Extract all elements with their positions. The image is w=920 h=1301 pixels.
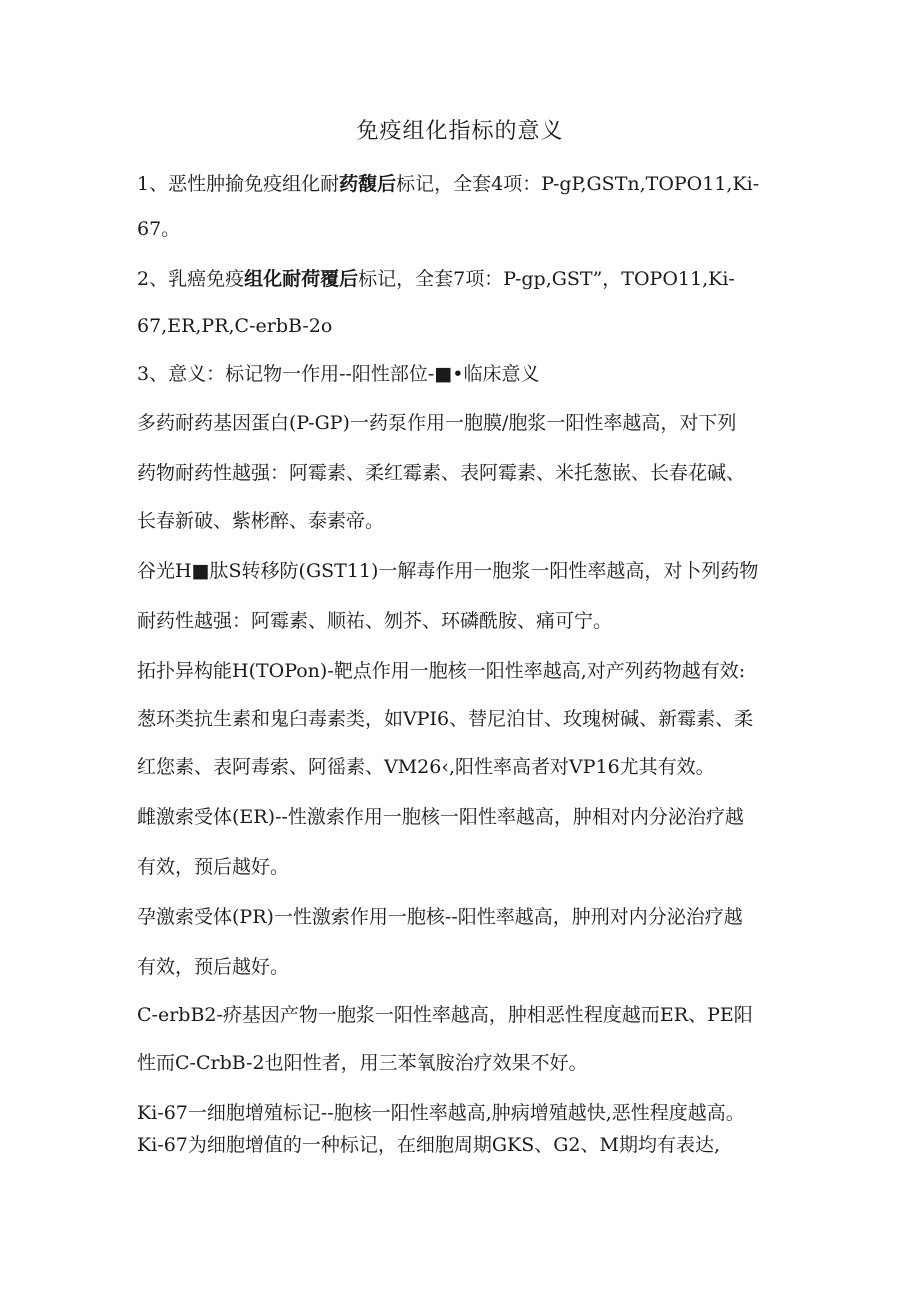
er-line-1: 雌激索受体(ER)--性激索作用一胞核一阳性率越高，肿相对内分泌治疗越 <box>137 806 744 828</box>
topo-line-1: 拓扑异构能H(TOPon)-靶点作用一胞核一阳性率越高,对产列药物越有效: <box>137 660 746 682</box>
item-3-line: 3、意义：标记物一作用--阳性部位-■•临床意义 <box>137 363 540 385</box>
pgp-line-1: 多药耐药基因蛋白(P-GP)一药泵作用一胞膜/胞浆一阳性率越高，对下列 <box>137 412 737 434</box>
gst-line-2: 耐药性越强：阿霉素、顺祐、刎芥、环磷酰胺、痛可宁。 <box>137 610 613 632</box>
item-2-suffix: 标记，全套7项：P-gp,GST”，TOPO11,Ki- <box>358 268 735 290</box>
pr-line-2: 有效，预后越好。 <box>137 956 290 978</box>
pgp-line-3: 长春新破、紫彬醉、泰素帝。 <box>137 510 385 532</box>
topo-line-2: 葱环类抗生素和鬼臼毒素类，如VPI6、替尼泊甘、玫瑰树碱、新霉素、柔 <box>137 708 754 730</box>
item-1-bold: 药馥后 <box>339 173 397 195</box>
ki67-line-2: Ki-67为细胞增值的一种标记，在细胞周期GKS、G2、M期均有表达, <box>137 1134 721 1156</box>
gst-line-1: 谷光H■肽S转移防(GST11)一解毒作用一胞浆一阳性率越高，对卜列药物 <box>137 560 759 582</box>
cerb-line-2: 性而C-CrbB-2也阳性者，用三苯氧胺治疗效果不好。 <box>137 1052 588 1074</box>
topo-line-3: 红您素、表阿毒索、阿徭素、VM26‹,阳性率高者对VP16尤其有效。 <box>137 756 715 778</box>
item-2-bold: 组化耐荷覆后 <box>244 268 359 290</box>
pgp-line-2: 药物耐药性越强：阿霉素、柔红霉素、表阿霉素、米托葱嵌、长春花碱、 <box>137 462 746 484</box>
pr-line-1: 孕激索受体(PR)一性激索作用一胞核--阳性率越高，肿刑对内分泌治疗越 <box>137 906 743 928</box>
item-1-line-1 <box>137 170 787 198</box>
item-2-line-2: 67,ER,PR,C-erbB-2o <box>137 315 333 337</box>
document-title: 免疫组化指标的意义 <box>356 119 564 144</box>
item-2-line-1 <box>137 265 787 293</box>
item-1-prefix: 1、恶性肿揄免疫组化耐 <box>137 173 340 195</box>
cerb-line-1: C-erbB2-疥基因产物一胞浆一阳性率越高，肿相恶性程度越而ER、PE阳 <box>137 1004 753 1026</box>
item-2-prefix: 2、乳癌免疫 <box>137 268 245 290</box>
item-1-line-2: 67。 <box>137 218 181 240</box>
ki67-line-1: Ki-67一细胞增殖标记--胞核一阳性率越高,肿病增殖越快,恶性程度越高。 <box>137 1102 745 1124</box>
er-line-2: 有效，预后越好。 <box>137 856 290 878</box>
item-1-suffix: 标记，全套4项：P-gP,GSTn,TOPO11,Ki- <box>396 173 760 195</box>
